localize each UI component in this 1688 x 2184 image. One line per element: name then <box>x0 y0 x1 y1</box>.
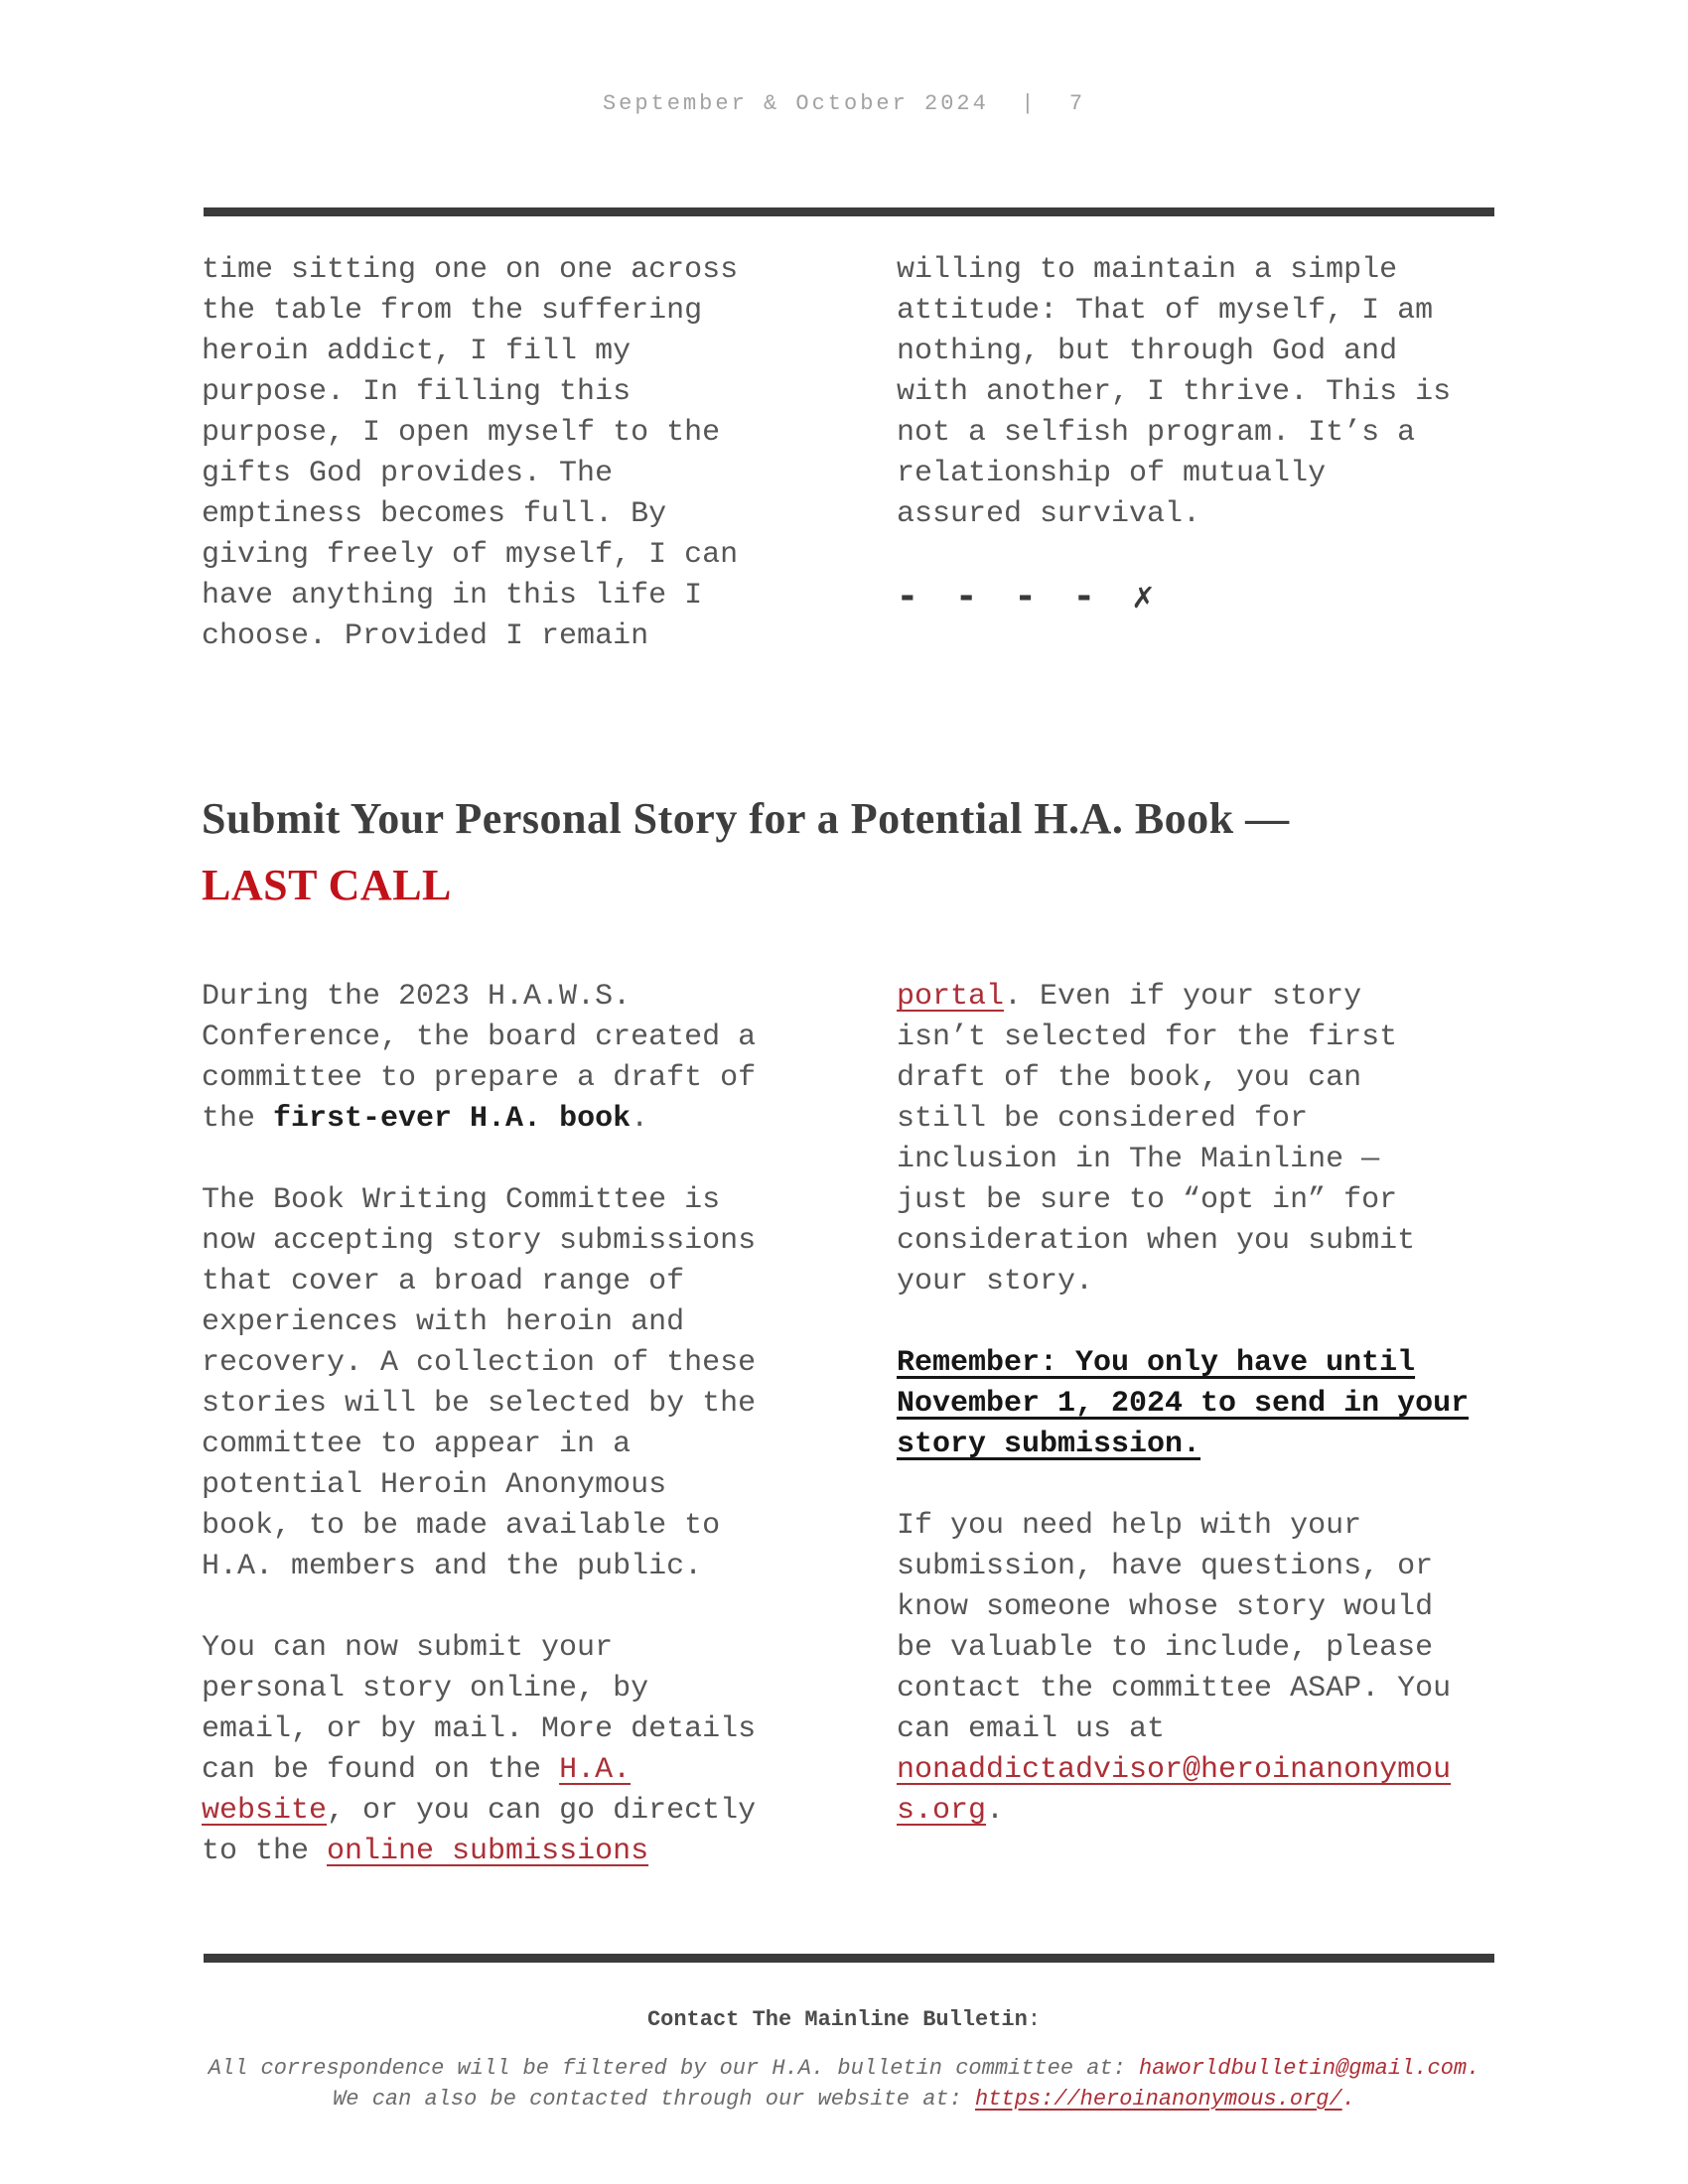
text-segment: not a selfish program. It’s a <box>897 416 1416 450</box>
text-segment: still be considered for <box>897 1102 1309 1136</box>
text-line <box>897 1628 1492 1669</box>
footer-line-1-period: . <box>1467 2056 1480 2081</box>
text-line <box>202 250 897 291</box>
text-segment: just be sure to “opt in” for <box>897 1183 1398 1217</box>
text-line <box>897 977 1492 1018</box>
text-segment: heroin addict, I fill my <box>202 335 632 368</box>
text-line <box>202 1262 897 1302</box>
text-line <box>897 1180 1492 1221</box>
inline-link[interactable]: s.org <box>897 1794 987 1828</box>
website-url-link[interactable]: https://heroinanonymous.org/ <box>975 2087 1342 2112</box>
footer-line-2 <box>0 2084 1688 2115</box>
text-line <box>897 535 1492 576</box>
text-segment: potential Heroin Anonymous <box>202 1468 667 1502</box>
text-line <box>897 576 1492 621</box>
text-segment: The Book Writing Committee is <box>202 1183 721 1217</box>
text-segment: time sitting one on one across <box>202 253 739 287</box>
text-line <box>202 977 897 1018</box>
submission-article-section <box>202 977 1492 1872</box>
text-line <box>202 1384 897 1425</box>
text-segment: recovery. A collection of these <box>202 1346 757 1380</box>
text-segment: You can now submit your <box>202 1631 614 1665</box>
text-line <box>897 1547 1492 1587</box>
signature-mark: - - - - ✗ <box>897 576 1163 616</box>
text-segment: your story. <box>897 1265 1094 1298</box>
text-segment: , or you can go directly <box>327 1794 757 1828</box>
text-line <box>897 332 1492 372</box>
article-left-column <box>202 977 897 1872</box>
text-segment: gifts God provides. The <box>202 457 614 490</box>
text-line <box>202 1180 897 1221</box>
text-line <box>202 454 897 494</box>
text-line <box>202 1628 897 1669</box>
footer-heading-label: Contact The Mainline Bulletin <box>646 2007 1028 2032</box>
text-segment: with another, I thrive. This is <box>897 375 1452 409</box>
text-segment: committee to appear in a <box>202 1428 632 1461</box>
text-line <box>897 1587 1492 1628</box>
inline-link[interactable]: H.A. <box>559 1753 632 1787</box>
text-line <box>897 372 1492 413</box>
text-line <box>202 576 897 616</box>
text-line <box>897 1140 1492 1180</box>
text-line <box>897 494 1492 535</box>
text-line <box>202 332 897 372</box>
text-segment: Conference, the board created a <box>202 1021 757 1054</box>
text-line <box>202 1221 897 1262</box>
text-segment: emptiness becomes full. By <box>202 497 667 531</box>
text-segment: purpose. In filling this <box>202 375 632 409</box>
text-line <box>897 291 1492 332</box>
text-segment: email, or by mail. More details <box>202 1712 757 1746</box>
inline-link[interactable]: nonaddictadvisor@heroinanonymou <box>897 1753 1452 1787</box>
text-segment: can email us at <box>897 1712 1166 1746</box>
text-line <box>897 1791 1492 1832</box>
text-line <box>202 1506 897 1547</box>
text-segment: November 1, 2024 to send in your <box>897 1387 1470 1421</box>
text-line <box>202 1302 897 1343</box>
text-segment: relationship of mutually <box>897 457 1327 490</box>
footer-heading <box>0 2005 1688 2035</box>
footer-contact-lines <box>0 2053 1688 2115</box>
text-line <box>897 1425 1492 1465</box>
text-segment: giving freely of myself, I can <box>202 538 739 572</box>
text-segment: purpose, I open myself to the <box>202 416 721 450</box>
text-line <box>202 291 897 332</box>
text-segment: inclusion in The Mainline — <box>897 1143 1380 1176</box>
text-segment: know someone whose story would <box>897 1590 1434 1624</box>
text-segment: that cover a broad range of <box>202 1265 685 1298</box>
text-line <box>202 1343 897 1384</box>
text-line <box>202 1099 897 1140</box>
story-right-column <box>897 250 1492 657</box>
text-line <box>202 1058 897 1099</box>
text-segment: contact the committee ASAP. You <box>897 1672 1452 1706</box>
text-line <box>202 535 897 576</box>
text-segment: choose. Provided I remain <box>202 619 649 653</box>
text-segment: stories will be selected by the <box>202 1387 757 1421</box>
story-left-column <box>202 250 897 657</box>
top-divider-rule <box>204 207 1494 216</box>
text-segment: H.A. members and the public. <box>202 1550 703 1583</box>
text-segment: the table from the suffering <box>202 294 703 328</box>
text-segment: nothing, but through God and <box>897 335 1398 368</box>
text-segment: book, to be made available to <box>202 1509 721 1543</box>
footer-line-1-text: All correspondence will be filtered by our H.A. bulletin committee at: <box>208 2056 1140 2081</box>
text-segment: isn’t selected for the first <box>897 1021 1398 1054</box>
text-line <box>897 1384 1492 1425</box>
text-line <box>897 1262 1492 1302</box>
text-segment: personal story online, by <box>202 1672 649 1706</box>
text-segment: first-ever H.A. book <box>273 1102 632 1136</box>
footer-heading-colon: : <box>1027 2007 1042 2032</box>
inline-link[interactable]: portal <box>897 980 1005 1014</box>
text-line <box>897 1506 1492 1547</box>
footer-line-2-period: . <box>1341 2087 1355 2112</box>
text-line <box>897 1018 1492 1058</box>
text-segment: to the <box>202 1835 328 1868</box>
text-line <box>897 250 1492 291</box>
text-segment: willing to maintain a simple <box>897 253 1398 287</box>
text-line <box>202 494 897 535</box>
article-headline-main: Submit Your Personal Story for a Potential H.A. Book — <box>202 794 1290 843</box>
text-segment: . <box>986 1794 1005 1828</box>
text-line <box>897 1221 1492 1262</box>
text-line <box>897 1058 1492 1099</box>
inline-link[interactable]: online submissions <box>327 1835 649 1868</box>
text-line <box>202 1465 897 1506</box>
text-segment: the <box>202 1102 274 1136</box>
text-line <box>202 372 897 413</box>
text-segment: submission, have questions, or <box>897 1550 1434 1583</box>
article-right-column <box>897 977 1492 1872</box>
inline-link[interactable]: website <box>202 1794 328 1828</box>
text-line <box>897 454 1492 494</box>
article-headline <box>202 785 1290 918</box>
text-segment: . <box>631 1102 649 1136</box>
text-line <box>202 1791 897 1832</box>
text-segment: . Even if your story <box>1004 980 1362 1014</box>
article-headline-accent: LAST CALL <box>202 861 452 909</box>
text-line <box>897 1709 1492 1750</box>
text-line <box>897 413 1492 454</box>
text-line <box>897 1343 1492 1384</box>
footer-line-2-text: We can also be contacted through our website at: <box>333 2087 976 2112</box>
text-segment: consideration when you submit <box>897 1224 1416 1258</box>
text-line <box>202 616 897 657</box>
text-segment: story submission. <box>897 1428 1201 1461</box>
text-segment: be valuable to include, please <box>897 1631 1434 1665</box>
text-line <box>897 1750 1492 1791</box>
text-segment: During the 2023 H.A.W.S. <box>202 980 632 1014</box>
page-header-folio: September & October 2024 | 7 <box>602 91 1086 116</box>
text-segment: attitude: That of myself, I am <box>897 294 1434 328</box>
bulletin-email-link[interactable]: haworldbulletin@gmail.com <box>1139 2056 1468 2081</box>
closing-story-section <box>202 250 1492 657</box>
text-line <box>202 1832 897 1872</box>
text-line <box>202 1750 897 1791</box>
bottom-divider-rule <box>204 1954 1494 1963</box>
text-segment: have anything in this life I <box>202 579 703 613</box>
text-segment: draft of the book, you can <box>897 1061 1362 1095</box>
text-line <box>202 413 897 454</box>
text-line <box>202 1669 897 1709</box>
text-line <box>202 1140 897 1180</box>
text-line <box>897 1099 1492 1140</box>
text-segment: experiences with heroin and <box>202 1305 685 1339</box>
text-segment: committee to prepare a draft of <box>202 1061 757 1095</box>
text-line <box>202 1547 897 1587</box>
text-segment: can be found on the <box>202 1753 560 1787</box>
text-line <box>202 1587 897 1628</box>
text-line <box>897 1465 1492 1506</box>
text-segment: Remember: You only have until <box>897 1346 1416 1380</box>
text-segment: now accepting story submissions <box>202 1224 757 1258</box>
text-line <box>897 1669 1492 1709</box>
text-segment: assured survival. <box>897 497 1201 531</box>
text-segment: If you need help with your <box>897 1509 1362 1543</box>
text-line <box>202 1018 897 1058</box>
footer-line-1 <box>0 2053 1688 2084</box>
text-line <box>897 1302 1492 1343</box>
text-line <box>202 1425 897 1465</box>
text-line <box>202 1709 897 1750</box>
